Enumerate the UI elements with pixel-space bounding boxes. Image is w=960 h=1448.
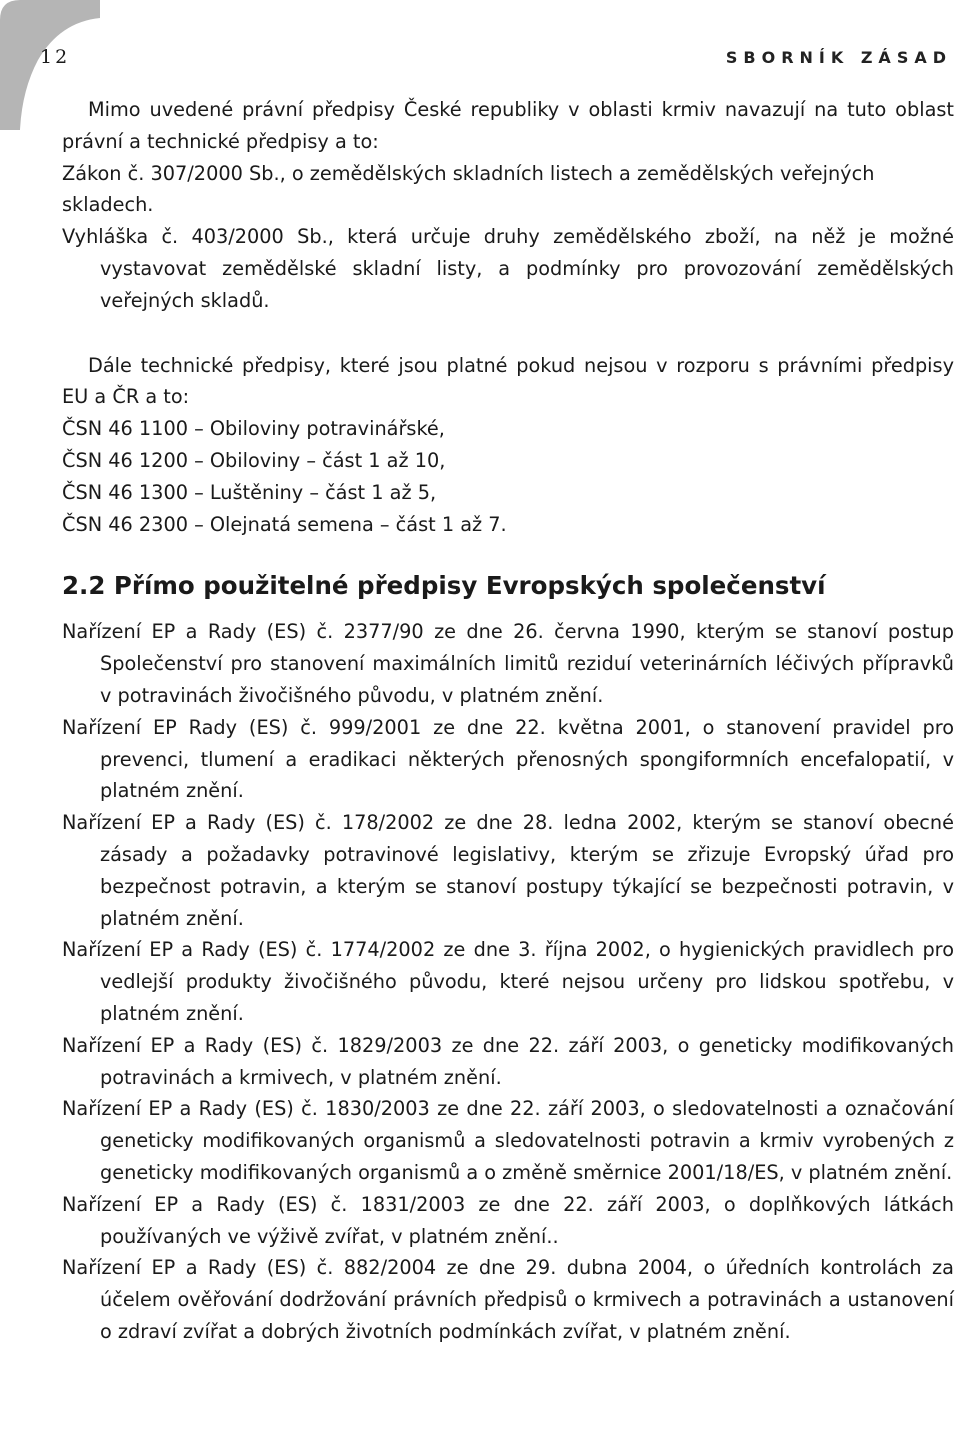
page-number: 12 [40,46,71,68]
section-heading: 2.2 Přímo použitelné předpisy Evropských společenství [62,571,826,601]
list-item: Nařízení EP a Rady (ES) č. 1829/2003 ze dne 22. září 2003, o geneticky modifikovaných potravinách a krmivech, v platném znění. [62,1033,954,1089]
list-item: ČSN 46 2300 – Olejnatá semena – část 1 až 7. [62,512,507,536]
list-item: Nařízení EP a Rady (ES) č. 1830/2003 ze dne 22. září 2003, o sledovatelnosti a označování geneticky modifikovaných organismů a sledovatelnosti potravin a krmiv vyrobených z geneticky modifikovaných organismů a o změně směrnice 2001/18/ES, v platném znění. [62,1097,954,1184]
list-item: Nařízení EP a Rady (ES) č. 1774/2002 ze dne 3. října 2002, o hygienických pravidlech pro vedlejší produkty živočišného původu, které nejsou určeny pro lidskou spotřebu, v platném znění. [62,938,954,1025]
regulations-list [62,616,954,1347]
list-item: ČSN 46 1200 – Obiloviny – část 1 až 10, [62,448,446,472]
spacer [62,540,954,570]
law-item: Zákon č. 307/2000 Sb., o zemědělských skladních listech a zemědělských veřejných skladech. [62,161,875,217]
list-item: Nařízení EP a Rady (ES) č. 178/2002 ze dne 28. ledna 2002, kterým se stanoví obecné zásady a požadavky potravinové legislativy, kterým se zřizuje Evropský úřad pro bezpečnost potravin, a kterým se stanoví postupy týkající se bezpečnosti potravin, v platném znění. [62,811,954,930]
decree-item: Vyhláška č. 403/2000 Sb., která určuje druhy zemědělského zboží, na něž je možné vystavovat zemědělské skladní listy, a podmínky pro provozování zemědělských veřejných skladů. [62,225,954,312]
list-item: Nařízení EP a Rady (ES) č. 882/2004 ze dne 29. dubna 2004, o úředních kontrolách za účelem ověřování dodržování právních předpisů o krmivech a potravinách a ustanovení o zdraví zvířat a dobrých životních podmínkách zvířat, v platném znění. [62,1256,954,1343]
spacer [62,602,954,616]
list-item: Nařízení EP a Rady (ES) č. 2377/90 ze dne 26. června 1990, kterým se stanoví postup Společenství pro stanovení maximálních limitů reziduí veterinárních léčivých přípravků v potravinách živočišného původu, v platném znění. [62,620,954,707]
running-head: SBORNÍK ZÁSAD [725,48,952,67]
list-item: Nařízení EP a Rady (ES) č. 1831/2003 ze dne 22. září 2003, o doplňkových látkách používaných ve výživě zvířat, v platném znění.. [62,1192,954,1248]
document-body [62,94,954,1348]
technical-list [62,413,954,540]
list-item: ČSN 46 1300 – Luštěniny – část 1 až 5, [62,480,437,504]
list-item: ČSN 46 1100 – Obiloviny potravinářské, [62,417,445,441]
intro-paragraph: Mimo uvedené právní předpisy České republiky v oblasti krmiv navazují na tuto oblast právní a technické předpisy a to: [62,98,954,153]
list-item: Nařízení EP Rady (ES) č. 999/2001 ze dne 22. května 2001, o stanovení pravidel pro prevenci, tlumení a eradikaci některých přenosných spongiformních encefalopatií, v platném znění. [62,715,954,803]
spacer [62,317,954,350]
technical-paragraph: Dále technické předpisy, které jsou platné pokud nejsou v rozporu s právními předpisy EU a ČR a to: [62,353,954,409]
